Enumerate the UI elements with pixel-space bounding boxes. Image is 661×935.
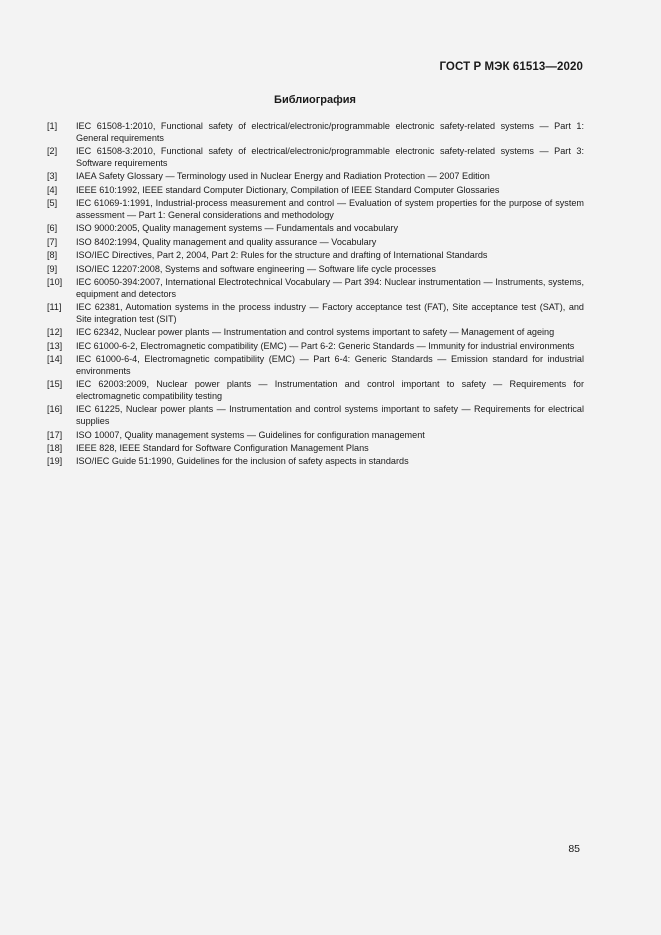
bibliography-entry — [47, 341, 584, 353]
entry-text: IEC 62381, Automation systems in the process industry — Factory acceptance test (FAT), Site acceptance test (SAT), and Site integration test (SIT) — [76, 302, 584, 324]
entry-number: [6] — [47, 223, 58, 234]
entry-text: IEC 60050-394:2007, International Electrotechnical Vocabulary — Part 394: Nuclear instrumentation — Instruments, systems, equipment and detectors — [76, 277, 584, 299]
entry-text: ISO/IEC Guide 51:1990, Guidelines for the inclusion of safety aspects in standards — [76, 456, 409, 467]
entry-text: ISO 9000:2005, Quality management systems — Fundamentals and vocabulary — [76, 223, 398, 234]
entry-number: [3] — [47, 171, 58, 182]
entry-number: [2] — [47, 146, 58, 157]
entry-number: [10] — [47, 277, 63, 288]
entry-number: [13] — [47, 340, 63, 351]
entry-text: ISO/IEC Directives, Part 2, 2004, Part 2: Rules for the structure and drafting of International Standards — [76, 250, 488, 261]
bibliography-entry — [47, 198, 584, 221]
entry-number: [15] — [47, 379, 63, 390]
bibliography-entry — [47, 327, 584, 339]
entry-number: [18] — [47, 442, 63, 453]
bibliography-entry — [47, 277, 584, 300]
entry-number: [9] — [47, 263, 58, 274]
bibliography-entry — [47, 456, 584, 468]
bibliography-entry — [47, 430, 584, 442]
entry-text: ISO/IEC 12207:2008, Systems and software engineering — Software life cycle processes — [76, 263, 436, 274]
entry-number: [1] — [47, 121, 58, 131]
standard-code: ГОСТ Р МЭК 61513—2020 — [439, 61, 583, 73]
bibliography-title: Библиография — [274, 94, 356, 106]
entry-number: [8] — [47, 250, 58, 261]
entry-number: [12] — [47, 327, 63, 338]
entry-number: [7] — [47, 236, 58, 247]
bibliography-entry — [47, 185, 584, 197]
entry-number: [19] — [47, 456, 63, 467]
entry-number: [14] — [47, 354, 63, 365]
bibliography-entry — [47, 379, 584, 402]
bibliography-list — [47, 121, 584, 470]
entry-text: ISO 8402:1994, Quality management and quality assurance — Vocabulary — [76, 236, 377, 247]
entry-text: ISO 10007, Quality management systems — Guidelines for configuration management — [76, 429, 425, 440]
entry-number: [11] — [47, 302, 62, 313]
bibliography-entry — [47, 146, 584, 169]
entry-text: IEEE 610:1992, IEEE standard Computer Dictionary, Compilation of IEEE Standard Computer Glossaries — [76, 184, 500, 195]
entry-text: IAEA Safety Glossary — Terminology used in Nuclear Energy and Radiation Protection — 2007 Edition — [76, 171, 490, 182]
bibliography-entry — [47, 237, 584, 249]
bibliography-entry — [47, 250, 584, 262]
entry-text: IEC 61508-3:2010, Functional safety of electrical/electronic/programmable electronic safety-related systems — Part 3: Software requirements — [76, 146, 584, 168]
entry-text: IEC 61069-1:1991, Industrial-process measurement and control — Evaluation of system properties for the purpose of system assessment — Part 1: General considerations and methodology — [76, 198, 584, 220]
bibliography-entry — [47, 354, 584, 377]
entry-text: IEC 61000-6-2, Electromagnetic compatibility (EMC) — Part 6-2: Generic Standards — Immunity for industrial environments — [76, 340, 575, 351]
bibliography-entry — [47, 404, 584, 427]
entry-number: [5] — [47, 198, 58, 209]
entry-text: IEC 62342, Nuclear power plants — Instrumentation and control systems important to safety — Management of ageing — [76, 327, 555, 338]
bibliography-entry — [47, 264, 584, 276]
bibliography-entry — [47, 223, 584, 235]
entry-text: IEC 61225, Nuclear power plants — Instrumentation and control systems important to safety — Requirements for electrical supplies — [76, 404, 584, 427]
entry-number: [17] — [47, 429, 63, 440]
bibliography-entry — [47, 302, 584, 325]
entry-text: IEEE 828, IEEE Standard for Software Configuration Management Plans — [76, 442, 369, 453]
bibliography-entry — [47, 171, 584, 183]
entry-text: IEC 62003:2009, Nuclear power plants — Instrumentation and control important to safety — Requirements for electromagnetic compatibility testing — [76, 379, 584, 401]
bibliography-entry — [47, 121, 584, 144]
entry-text: IEC 61508-1:2010, Functional safety of electrical/electronic/programmable electronic safety-related systems — Part 1: General requirements — [76, 121, 584, 143]
entry-text: IEC 61000-6-4, Electromagnetic compatibility (EMC) — Part 6-4: Generic Standards — Emission standard for industrial environments — [76, 354, 584, 376]
page-number: 85 — [568, 843, 580, 855]
bibliography-entry — [47, 443, 584, 455]
entry-number: [4] — [47, 184, 58, 195]
entry-number: [16] — [47, 404, 63, 415]
